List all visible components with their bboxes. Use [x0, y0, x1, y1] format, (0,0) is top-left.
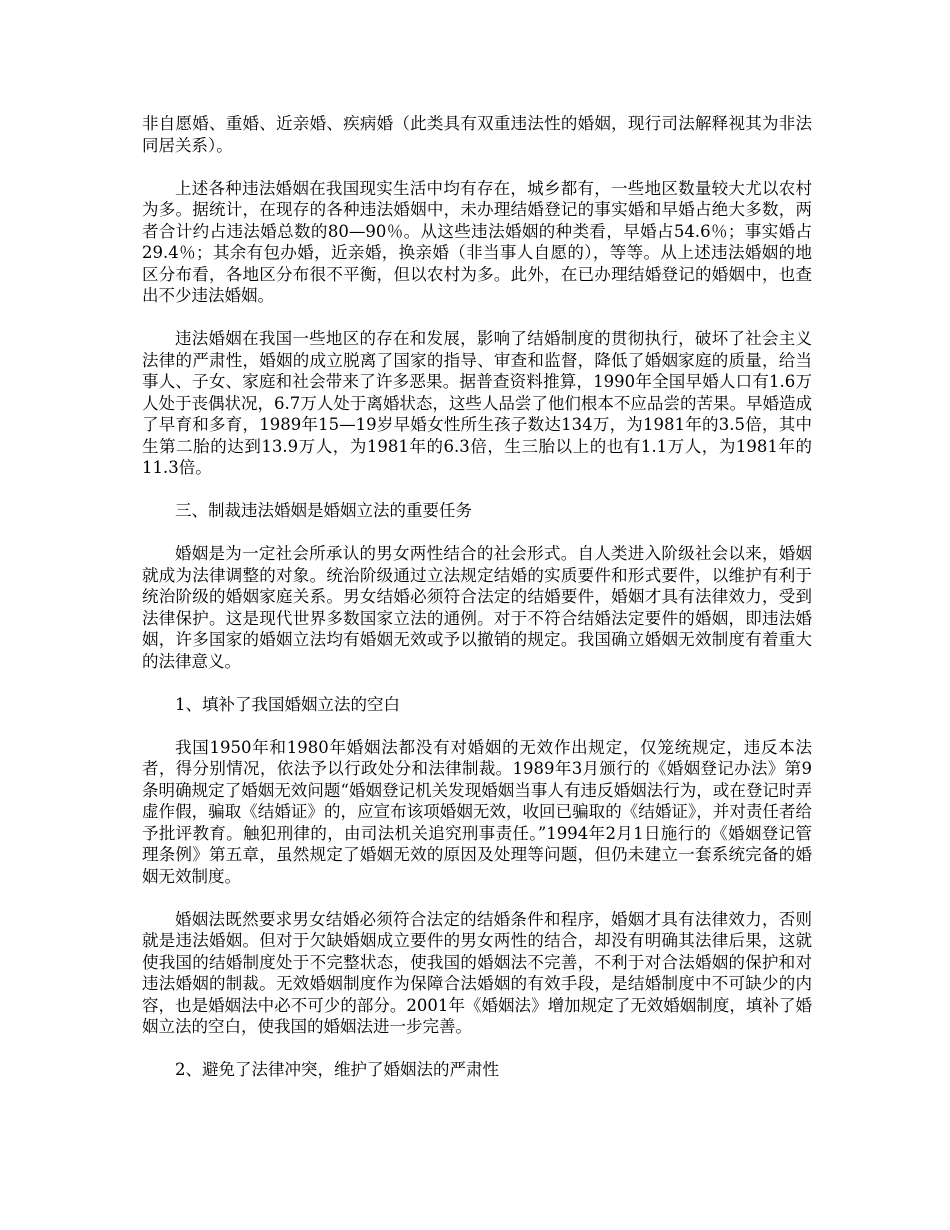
paragraph-1: 非自愿婚、重婚、近亲婚、疾病婚（此类具有双重违法性的婚姻，现行司法解释视其为非法同居关系）。	[142, 114, 812, 155]
document-page	[142, 113, 812, 1102]
paragraph-6: 婚姻法既然要求男女结婚必须符合法定的结婚条件和程序，婚姻才具有法律效力，否则就是违法婚姻。但对于欠缺婚姻成立要件的男女两性的结合，却没有明确其法律后果，这就使我国的结婚制度处于不完整状态，使我国的婚姻法不完善，不利于对合法婚姻的保护和对违法婚姻的制裁。无效婚姻制度作为保障合法婚姻的有效手段，是结婚制度中不可缺少的内容，也是婚姻法中必不可少的部分。2001年《婚姻法》增加规定了无效婚姻制度，填补了婚姻立法的空白，使我国的婚姻法进一步完善。	[142, 909, 812, 1036]
section-heading-3: 三、制裁违法婚姻是婚姻立法的重要任务	[175, 501, 472, 520]
subsection-heading-1: 1、填补了我国婚姻立法的空白	[175, 694, 400, 714]
paragraph-2: 上述各种违法婚姻在我国现实生活中均有存在，城乡都有，一些地区数量较大尤以农村为多。据统计，在现存的各种违法婚姻中，未办理结婚登记的事实婚和早婚占绝大多数，两者合计约占违法婚总数的80—90％。从这些违法婚姻的种类看，早婚占54.6％；事实婚占29.4％；其余有包办婚，近亲婚，换亲婚（非当事人自愿的），等等。从上述违法婚姻的地区分布看，各地区分布很不平衡，但以农村为多。此外，在已办理结婚登记的婚姻中，也查出不少违法婚姻。	[142, 178, 812, 305]
paragraph-5: 我国1950年和1980年婚姻法都没有对婚姻的无效作出规定，仅笼统规定，违反本法者，得分别情况，依法予以行政处分和法律制裁。1989年3月颁行的《婚姻登记办法》第9条明确规定了婚姻无效问题“婚姻登记机关发现婚姻当事人有违反婚姻法行为，或在登记时弄虚作假，骗取《结婚证》的，应宣布该项婚姻无效，收回已骗取的《结婚证》，并对责任者给予批评教育。触犯刑律的，由司法机关追究刑事责任。”1994年2月1日施行的《婚姻登记管理条例》第五章，虽然规定了婚姻无效的原因及处理等问题，但仍未建立一套系统完备的婚姻无效制度。	[142, 737, 812, 886]
subsection-heading-2: 2、避免了法律冲突，维护了婚姻法的严肃性	[175, 1060, 499, 1079]
paragraph-4: 婚姻是为一定社会所承认的男女两性结合的社会形式。自人类进入阶级社会以来，婚姻就成为法律调整的对象。统治阶级通过立法规定结婚的实质要件和形式要件，以维护有利于统治阶级的婚姻家庭关系。男女结婚必须符合法定的结婚要件，婚姻才具有法律效力，受到法律保护。这是现代世界多数国家立法的通例。对于不符合结婚法定要件的婚姻，即违法婚姻，许多国家的婚姻立法均有婚姻无效或予以撤销的规定。我国确立婚姻无效制度有着重大的法律意义。	[142, 544, 812, 671]
paragraph-3: 违法婚姻在我国一些地区的存在和发展，影响了结婚制度的贯彻执行，破坏了社会主义法律的严肃性，婚姻的成立脱离了国家的指导、审查和监督，降低了婚姻家庭的质量，给当事人、子女、家庭和社会带来了许多恶果。据普查资料推算，1990年全国早婚人口有1.6万人处于丧偶状况，6.7万人处于离婚状态，这些人品尝了他们根本不应品尝的苦果。早婚造成了早育和多育，1989年15—19岁早婚女性所生孩子数达134万，为1981年的3.5倍，其中生第二胎的达到13.9万人，为1981年的6.3倍，生三胎以上的也有1.1万人，为1981年的11.3倍。	[142, 329, 812, 477]
